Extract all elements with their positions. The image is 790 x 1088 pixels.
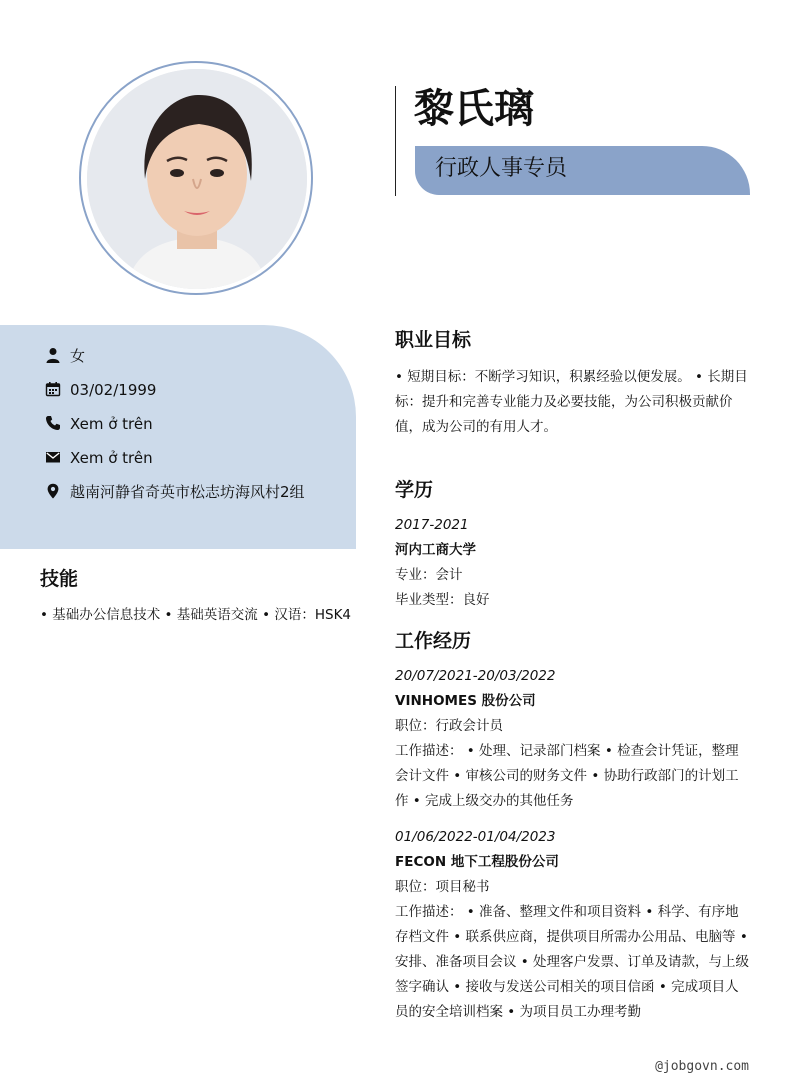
gender-value: 女: [70, 347, 86, 365]
contact-address: [44, 480, 315, 504]
birthday-value: 03/02/1999: [70, 381, 157, 399]
experience-entry: [395, 664, 752, 814]
objective-text: • 短期目标：不断学习知识，积累经验以便发展。 • 长期目标：提升和完善专业能力及必要技能，为公司积极贡献价值，成为公司的有用人才。: [395, 369, 748, 435]
job-period: 01/06/2022-01/04/2023: [395, 829, 556, 845]
phone-icon: [44, 412, 62, 434]
education-grade: 毕业类型：良好: [395, 592, 490, 608]
email-value: Xem ở trên: [70, 449, 153, 467]
contact-birthday: [44, 378, 156, 402]
experience-entry: [395, 825, 752, 1025]
education-entry: [395, 513, 752, 613]
user-icon: [44, 344, 62, 366]
mail-icon: [44, 446, 62, 468]
education-period: 2017-2021: [395, 517, 469, 533]
candidate-name: 黎氏璃: [414, 86, 534, 132]
contact-phone: [44, 412, 153, 436]
job-title: 行政人事专员: [435, 156, 568, 181]
job-period: 20/07/2021-20/03/2022: [395, 668, 556, 684]
location-pin-icon: [44, 480, 62, 502]
contact-email: [44, 446, 153, 470]
job-description: 工作描述： • 处理、记录部门档案 • 检查会计凭证，整理会计文件 • 审核公司的财务文件 • 协助行政部门的计划工作 • 完成上级交办的其他任务: [395, 743, 739, 809]
header-divider: [395, 86, 396, 196]
phone-value: Xem ở trên: [70, 415, 153, 433]
job-company: VINHOMES 股份公司: [395, 693, 536, 709]
education-school: 河内工商大学: [395, 542, 476, 558]
experience-heading: 工作经历: [395, 630, 472, 652]
skills-text: • 基础办公信息技术 • 基础英语交流 • 汉语：HSK4: [40, 607, 352, 623]
job-description: 工作描述： • 准备、整理文件和项目资料 • 科学、有序地存档文件 • 联系供应商，提供项目所需办公用品、电脑等 • 安排、准备项目会议 • 处理客户发票、订单及请款，与上级签字确认 • 接收与发送公司相关的项目信函 • 完成项目人员的安全培训档案 • 为项目员工办理考勤: [395, 904, 750, 1020]
job-title-banner: [415, 146, 750, 195]
footer-watermark: @jobgovn.com: [655, 1059, 749, 1074]
profile-photo: [87, 69, 307, 289]
education-major: 专业：会计: [395, 567, 463, 583]
education-heading: 学历: [395, 479, 434, 501]
address-value: 越南河静省奇英市松志坊海风村2组: [70, 483, 305, 501]
job-position: 职位：行政会计员: [395, 718, 503, 734]
skills-heading: 技能: [40, 568, 79, 590]
job-company: FECON 地下工程股份公司: [395, 854, 559, 870]
contact-gender: [44, 344, 85, 368]
job-position: 职位：项目秘书: [395, 879, 490, 895]
calendar-icon: [44, 378, 62, 400]
objective-heading: 职业目标: [395, 329, 472, 351]
